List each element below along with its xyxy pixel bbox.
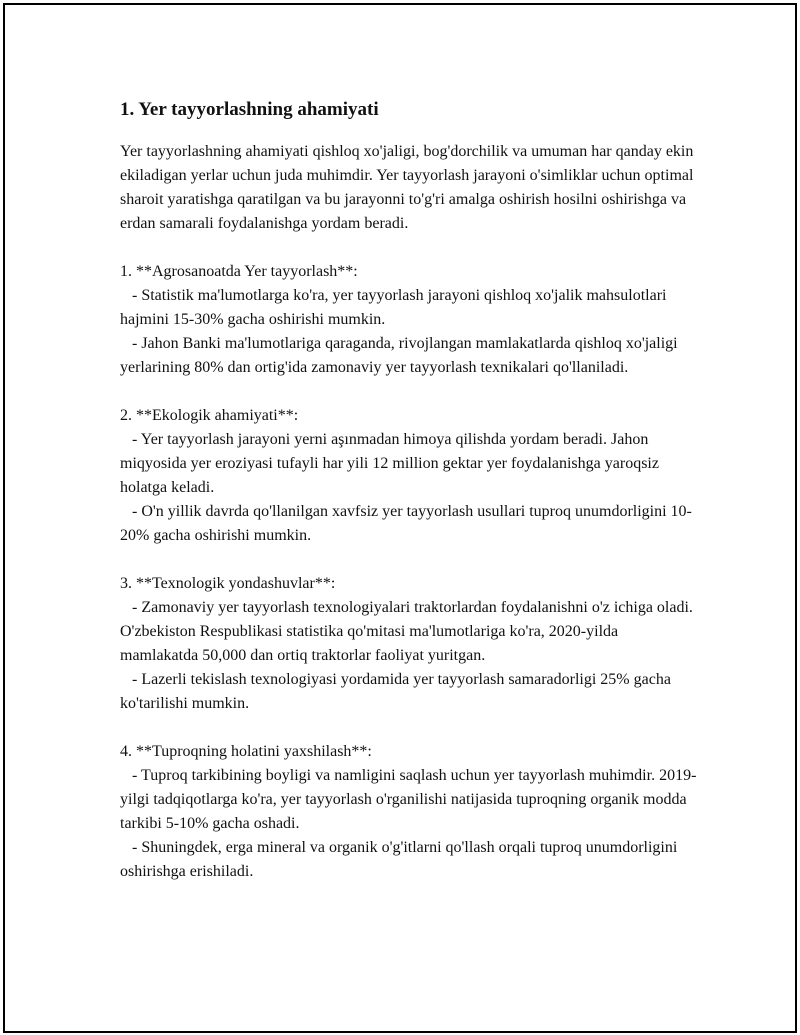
section-ekologik: [120, 404, 700, 548]
bullet-item: [120, 836, 700, 884]
section-tuproq: [120, 740, 700, 884]
bullet-text: - Jahon Banki ma'lumotlariga qaraganda, rivojlangan mamlakatlarda qishloq xo'jaligi yerlarining 80% dan ortig'ida zamonaviy yer tayyorlash texnikalari qo'llaniladi.: [120, 335, 678, 376]
bullet-item: [120, 332, 700, 380]
document-title: 1. Yer tayyorlashning ahamiyati: [120, 99, 379, 120]
bullet-item: [120, 764, 700, 836]
bullet-item: [120, 500, 700, 548]
bullet-text: - Zamonaviy yer tayyorlash texnologiyalari traktorlardan foydalanishni o'z ichiga oladi. O'zbekiston Respublikasi statistika qo'mitasi ma'lumotlariga ko'ra, 2020-yilda mamlakatda 50,000 dan ortiq traktorlar faoliyat yuritgan.: [120, 599, 693, 664]
section-heading: 2. **Ekologik ahamiyati**:: [120, 407, 299, 424]
bullet-text: - Lazerli tekislash texnologiyasi yordamida yer tayyorlash samaradorligi 25% gacha ko'tarilishi mumkin.: [120, 671, 671, 712]
bullet-text: - Yer tayyorlash jarayoni yerni aşınmadan himoya qilishda yordam beradi. Jahon miqyosida yer eroziyasi tufayli har yili 12 million gektar yer foydalanishga yaroqsiz holatga keladi.: [120, 431, 659, 496]
bullet-item: [120, 596, 700, 668]
section-heading: 4. **Tuproqning holatini yaxshilash**:: [120, 743, 372, 760]
section-texnologik: [120, 572, 700, 716]
bullet-text: - Tuproq tarkibining boyligi va namligini saqlash uchun yer tayyorlash muhimdir. 2019-yilgi tadqiqotlarga ko'ra, yer tayyorlash o'rganilishi natijasida tuproqning organik modda tarkibi 5-10% gacha oshadi.: [120, 767, 697, 832]
section-heading: 3. **Texnologik yondashuvlar**:: [120, 575, 336, 592]
bullet-item: [120, 428, 700, 500]
document-body: [120, 93, 700, 908]
section-agrosanoat: [120, 260, 700, 380]
bullet-item: [120, 284, 700, 332]
section-heading: 1. **Agrosanoatda Yer tayyorlash**:: [120, 263, 358, 280]
page-frame: [3, 3, 797, 1033]
bullet-item: [120, 668, 700, 716]
bullet-text: - O'n yillik davrda qo'llanilgan xavfsiz yer tayyorlash usullari tuproq unumdorligini 10-20% gacha oshirishi mumkin.: [120, 503, 692, 544]
intro-paragraph: Yer tayyorlashning ahamiyati qishloq xo'jaligi, bog'dorchilik va umuman har qanday ekin ekiladigan yerlar uchun juda muhimdir. Yer tayyorlash jarayoni o'simliklar uchun optimal sharoit yaratishga qaratilgan va bu jarayonni to'g'ri amalga oshirish hosilni oshirishga va erdan samarali foydalanishga yordam beradi.: [120, 143, 694, 232]
bullet-text: - Shuningdek, erga mineral va organik o'g'itlarni qo'llash orqali tuproq unumdorligini oshirishga erishiladi.: [120, 839, 678, 880]
bullet-text: - Statistik ma'lumotlarga ko'ra, yer tayyorlash jarayoni qishloq xo'jalik mahsulotlari hajmini 15-30% gacha oshirishi mumkin.: [120, 287, 667, 328]
